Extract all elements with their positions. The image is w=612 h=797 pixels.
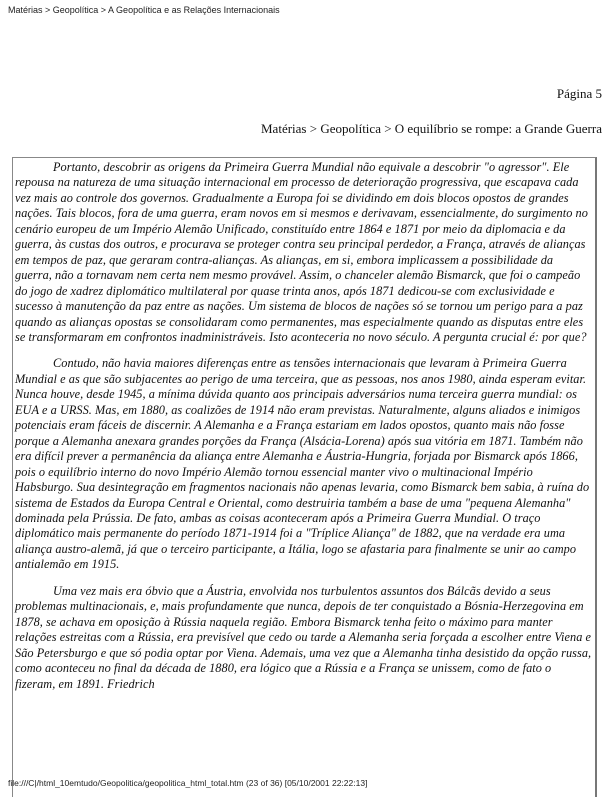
paragraph-text: Portanto, descobrir as origens da Primeira Guerra Mundial não equivale a descobrir "o agressor". Ele repousa na natureza de uma situação internacional em processo de deterioração progressiva, que escapava cada vez mais ao controle dos governos. Gradualmente a Europa foi se dividindo em dois blocos opostos de grandes nações. Tais blocos, fora de uma guerra, eram novos em si mesmos e derivavam, essencialmente, do surgimento no cenário europeu de um Império Alemão Unificado, constituído entre 1864 e 1871 por meio da diplomacia e da guerra, às custas dos outros, e procurava se proteger contra seu principal perdedor, a França, através de alianças em tempos de paz, que geraram contra-alianças. As alianças, em si, embora implicassem a possibilidade da guerra, não a tornavam nem certa nem mesmo provável. Assim, o chanceler alemão Bismarck, que foi o campeão do jogo de xadrez diplomático multilateral por quase trinta anos, após 1871 dedicou-se com exclusividade e sucesso à manutenção da paz entre as nações. Um sistema de blocos de nações só se tornou um perigo para a paz quando as alianças opostas se consolidaram como permanentes, mas especialmente quando as disputas entre eles se transformaram em confrontos inadministráveis. Isto aconteceria no novo século. A pergunta crucial é: por que? (15, 160, 588, 344)
article-content-box (12, 157, 597, 797)
top-breadcrumb: Matérias > Geopolítica > A Geopolítica e as Relações Internacionais (8, 5, 280, 15)
section-breadcrumb: Matérias > Geopolítica > O equilíbrio se rompe: a Grande Guerra (261, 121, 602, 136)
article-paragraph (15, 584, 593, 692)
paragraph-text: Contudo, não havia maiores diferenças entre as tensões internacionais que levaram à Primeira Guerra Mundial e as que são subjacentes ao perigo de uma terceira, que as pessoas, nos anos 1980, ainda esperam evitar. Nunca houve, desde 1945, a mínima dúvida quanto aos principais adversários numa terceira guerra mundial: os EUA e a URSS. Mas, em 1880, as coalizões de 1914 não eram previstas. Naturalmente, alguns aliados e inimigos potenciais eram fáceis de discernir. A Alemanha e a França estariam em lados opostos, quanto mais não fosse porque a Alemanha anexara grandes porções da França (Alsácia-Lorena) após sua vitória em 1871. Também não era difícil prever a permanência da aliança entre Alemanha e Áustria-Hungria, forjada por Bismarck após 1866, pois o equilíbrio interno do novo Império Alemão tornou essencial manter vivo o multinacional Império Habsburgo. Sua desintegração em fragmentos nacionais não apenas levaria, como Bismarck bem sabia, à ruína do sistema de Estados da Europa Central e Oriental, como destruiria também a base de uma "pequena Alemanha" dominada pela Prússia. De fato, ambas as coisas aconteceram após a Primeira Guerra Mundial. O traço diplomático mais permanente do período 1871-1914 foi a "Tríplice Aliança" de 1882, que na verdade era uma aliança austro-alemã, já que o terceiro participante, a Itália, logo se afastaria para finalmente se unir ao campo antialemão em 1915. (15, 356, 590, 572)
paragraph-text: Uma vez mais era óbvio que a Áustria, envolvida nos turbulentos assuntos dos Bálcãs devido a seus problemas multinacionais, e, mais profundamente que nunca, depois de ter conquistado a Bósnia-Herzegovina em 1878, se achava em oposição à Rússia naquela região. Embora Bismarck tenha feito o máximo para manter relações estreitas com a Rússia, era previsível que cedo ou tarde a Alemanha seria forçada a escolher entre Viena e São Petersburgo e que só podia optar por Viena. Ademais, uma vez que a Alemanha tinha desistido da opção russa, como aconteceu no final da década de 1880, era lógico que a Rússia e a França se unissem, como de fato o fizeram, em 1891. Friedrich (15, 583, 592, 691)
article-paragraph (15, 160, 593, 345)
footer-file-info: file:///C|/html_10emtudo/Geopolitica/geopolitica_html_total.htm (23 of 36) [05/10/2001 22:22:13] (8, 778, 368, 788)
article-paragraph (15, 356, 593, 572)
page-number: Página 5 (556, 86, 602, 101)
